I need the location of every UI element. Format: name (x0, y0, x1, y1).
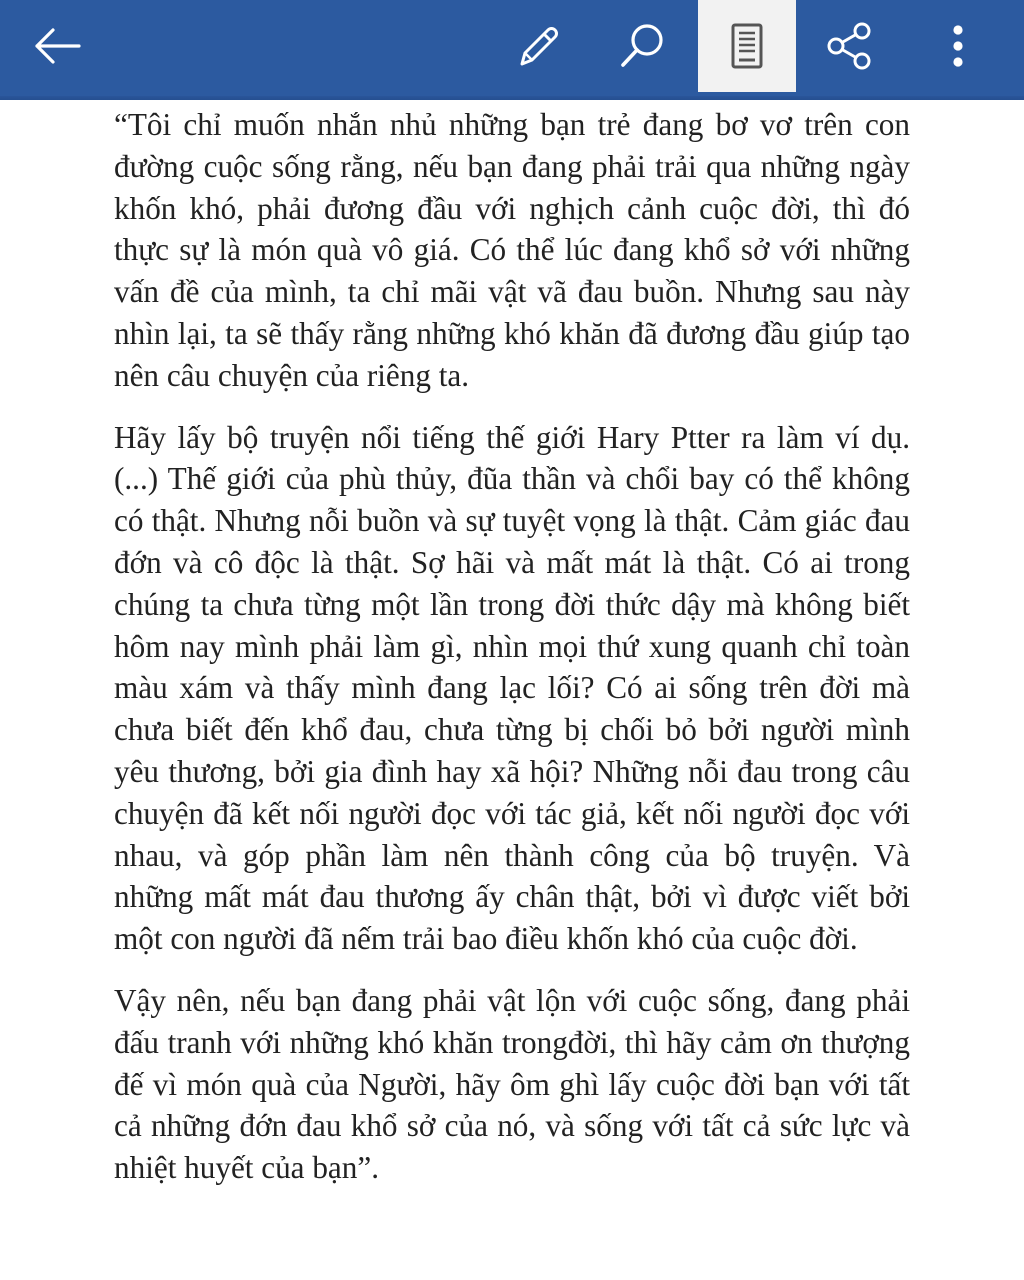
search-icon (617, 21, 667, 71)
edit-button[interactable] (496, 0, 580, 92)
arrow-left-icon (33, 28, 81, 64)
search-button[interactable] (600, 0, 684, 92)
app-toolbar (0, 0, 1024, 100)
paragraph: “Tôi chỉ muốn nhắn nhủ những bạn trẻ đang bơ vơ trên con đường cuộc sống rằng, nếu bạn đang phải trải qua những ngày khốn khó, phải đương đầu với nghịch cảnh cuộc đời, thì đó thực sự là món quà vô giá. Có thể lúc đang khổ sở với những vấn đề của mình, ta chỉ mãi vật vã đau buồn. Nhưng sau này nhìn lại, ta sẽ thấy rằng những khó khăn đã đương đầu giúp tạo nên câu chuyện của riêng ta. (114, 107, 910, 393)
pencil-icon (514, 22, 562, 70)
paragraph: Vậy nên, nếu bạn đang phải vật lộn với cuộc sống, đang phải đấu tranh với những khó khăn trongđời, thì hãy cảm ơn thượng đế vì món quà của Người, hãy ôm ghì lấy cuộc đời bạn với tất cả những đớn đau khổ sở của nó, và sống với tất cả sức lực và nhiệt huyết của bạn”. (114, 982, 910, 1186)
document-page-icon (730, 22, 764, 70)
reading-view-button[interactable] (698, 0, 796, 92)
back-button[interactable] (14, 0, 100, 92)
share-icon (826, 21, 874, 71)
share-button[interactable] (808, 0, 892, 92)
more-options-button[interactable] (916, 0, 1000, 92)
paragraph: Hãy lấy bộ truyện nổi tiếng thế giới Hary Ptter ra làm ví dụ. (...) Thế giới của phù thủy, đũa thần và chổi bay có thể không có thật. Nhưng nỗi buồn và sự tuyệt vọng là thật. Cảm giác đau đớn và cô độc là thật. Sợ hãi và mất mát là thật. Có ai trong chúng ta chưa từng một lần trong đời thức dậy mà không biết hôm nay mình phải làm gì, nhìn mọi thứ xung quanh chỉ toàn màu xám và thấy mình đang lạc lối? Có ai sống trên đời mà chưa biết đến khổ đau, chưa từng bị chối bỏ bởi người mình yêu thương, bởi gia đình hay xã hội? Những nỗi đau trong câu chuyện đã kết nối người đọc với tác giả, kết nối người đọc với nhau, và góp phần làm nên thành công của bộ truyện. Và những mất mát đau thương ấy chân thật, bởi vì được viết bởi một con người đã nếm trải bao điều khốn khó của cuộc đời. (114, 419, 910, 957)
document-body (114, 104, 910, 1209)
vertical-dots-icon (950, 22, 966, 70)
